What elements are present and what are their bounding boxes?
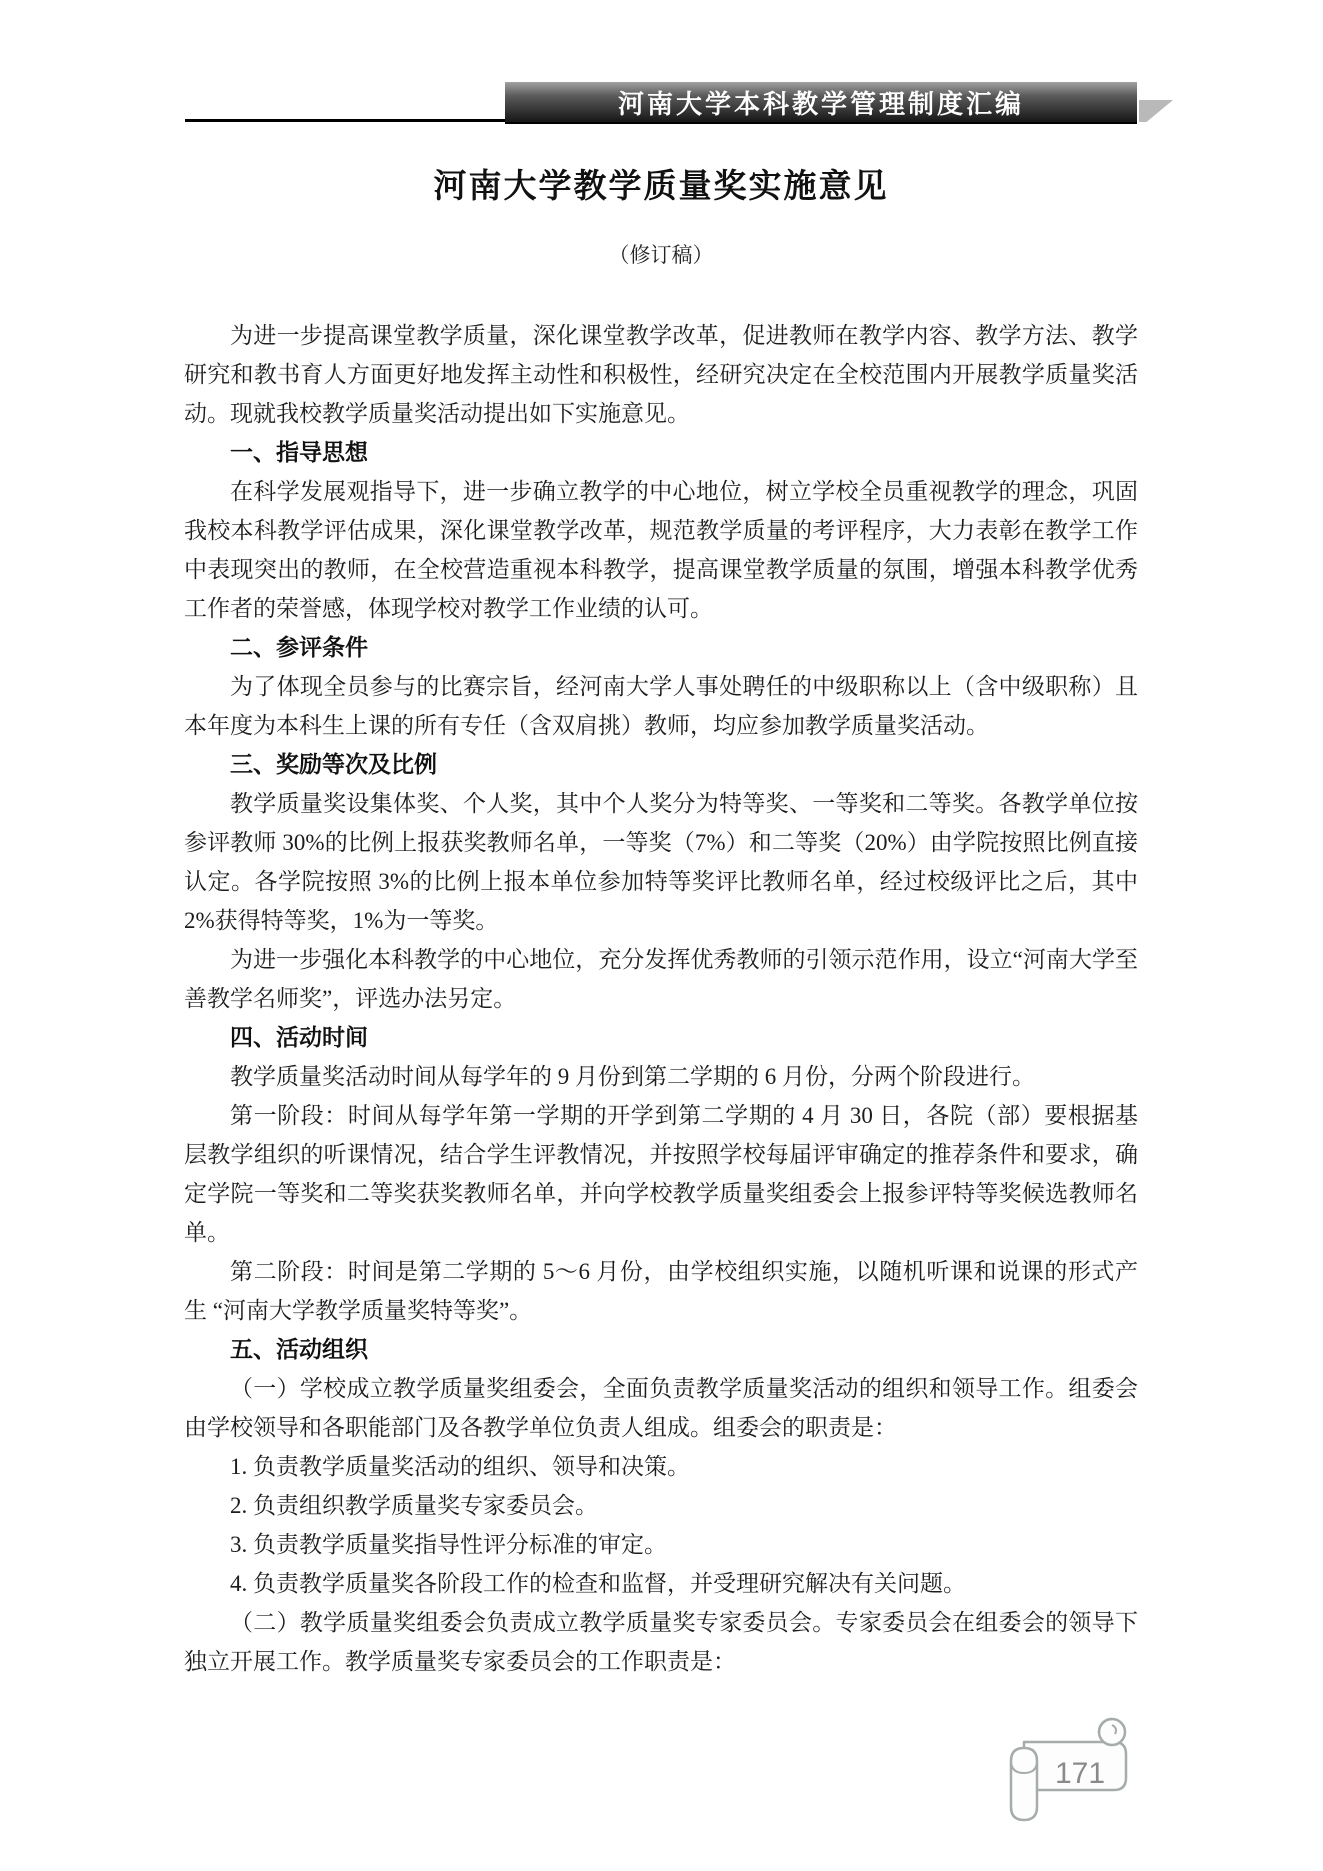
paragraph: 第一阶段：时间从每学年第一学期的开学到第二学期的 4 月 30 日，各院（部）要根据基层教学组织的听课情况，结合学生评教情况，并按照学校每届评审确定的推荐条件和要求，确定学院一等奖和二等奖获奖教师名单，并向学校教学质量奖组委会上报参评特等奖候选教师名单。	[184, 1103, 1138, 1245]
scroll-icon	[1000, 1712, 1156, 1842]
paragraph: 为进一步提高课堂教学质量，深化课堂教学改革，促进教师在教学内容、教学方法、教学研究和教书育人方面更好地发挥主动性和积极性，经研究决定在全校范围内开展教学质量奖活动。现就我校教学质量奖活动提出如下实施意见。	[184, 323, 1138, 426]
section-heading: 五、活动组织	[230, 1336, 368, 1362]
paragraph: 1. 负责教学质量奖活动的组织、领导和决策。	[230, 1454, 690, 1479]
paragraph: 为进一步强化本科教学的中心地位，充分发挥优秀教师的引领示范作用，设立“河南大学至善教学名师奖”，评选办法另定。	[184, 947, 1138, 1011]
paragraph: 第二阶段：时间是第二学期的 5～6 月份，由学校组织实施，以随机听课和说课的形式产生 “河南大学教学质量奖特等奖”。	[184, 1259, 1138, 1323]
banner-corner-decoration	[1139, 100, 1173, 122]
paragraph: 教学质量奖设集体奖、个人奖，其中个人奖分为特等奖、一等奖和二等奖。各教学单位按参评教师 30%的比例上报获奖教师名单，一等奖（7%）和二等奖（20%）由学院按照比例直接认定。各学院按照 3%的比例上报本单位参加特等奖评比教师名单，经过校级评比之后，其中2%获得特等奖，1%为一等奖。	[184, 791, 1138, 933]
header-banner-title: 河南大学本科教学管理制度汇编	[617, 89, 1024, 119]
section-heading: 一、指导思想	[230, 439, 368, 465]
paragraph: 3. 负责教学质量奖指导性评分标准的审定。	[230, 1532, 667, 1557]
paragraph: （一）学校成立教学质量奖组委会，全面负责教学质量奖活动的组织和领导工作。组委会由学校领导和各职能部门及各教学单位负责人组成。组委会的职责是：	[184, 1376, 1138, 1440]
document-content	[184, 164, 1138, 1681]
document-body	[184, 316, 1138, 1681]
document-subtitle: （修订稿）	[608, 243, 714, 267]
section-heading: 二、参评条件	[230, 634, 368, 660]
paragraph: 为了体现全员参与的比赛宗旨，经河南大学人事处聘任的中级职称以上（含中级职称）且本年度为本科生上课的所有专任（含双肩挑）教师，均应参加教学质量奖活动。	[184, 674, 1138, 738]
paragraph: （二）教学质量奖组委会负责成立教学质量奖专家委员会。专家委员会在组委会的领导下独立开展工作。教学质量奖专家委员会的工作职责是：	[184, 1610, 1138, 1674]
page-number-scroll	[1000, 1712, 1156, 1842]
section-heading: 四、活动时间	[230, 1024, 368, 1050]
section-heading: 三、奖励等次及比例	[230, 751, 437, 777]
document-title: 河南大学教学质量奖实施意见	[433, 167, 889, 204]
page-number: 171	[1054, 1756, 1106, 1790]
paragraph: 4. 负责教学质量奖各阶段工作的检查和监督，并受理研究解决有关问题。	[230, 1571, 966, 1596]
paragraph: 教学质量奖活动时间从每学年的 9 月份到第二学期的 6 月份，分两个阶段进行。	[230, 1064, 1035, 1089]
paragraph: 2. 负责组织教学质量奖专家委员会。	[230, 1493, 598, 1518]
header-banner	[505, 82, 1137, 124]
paragraph: 在科学发展观指导下，进一步确立教学的中心地位，树立学校全员重视教学的理念，巩固我校本科教学评估成果，深化课堂教学改革，规范教学质量的考评程序，大力表彰在教学工作中表现突出的教师，在全校营造重视本科教学，提高课堂教学质量的氛围，增强本科教学优秀工作者的荣誉感，体现学校对教学工作业绩的认可。	[184, 479, 1138, 621]
